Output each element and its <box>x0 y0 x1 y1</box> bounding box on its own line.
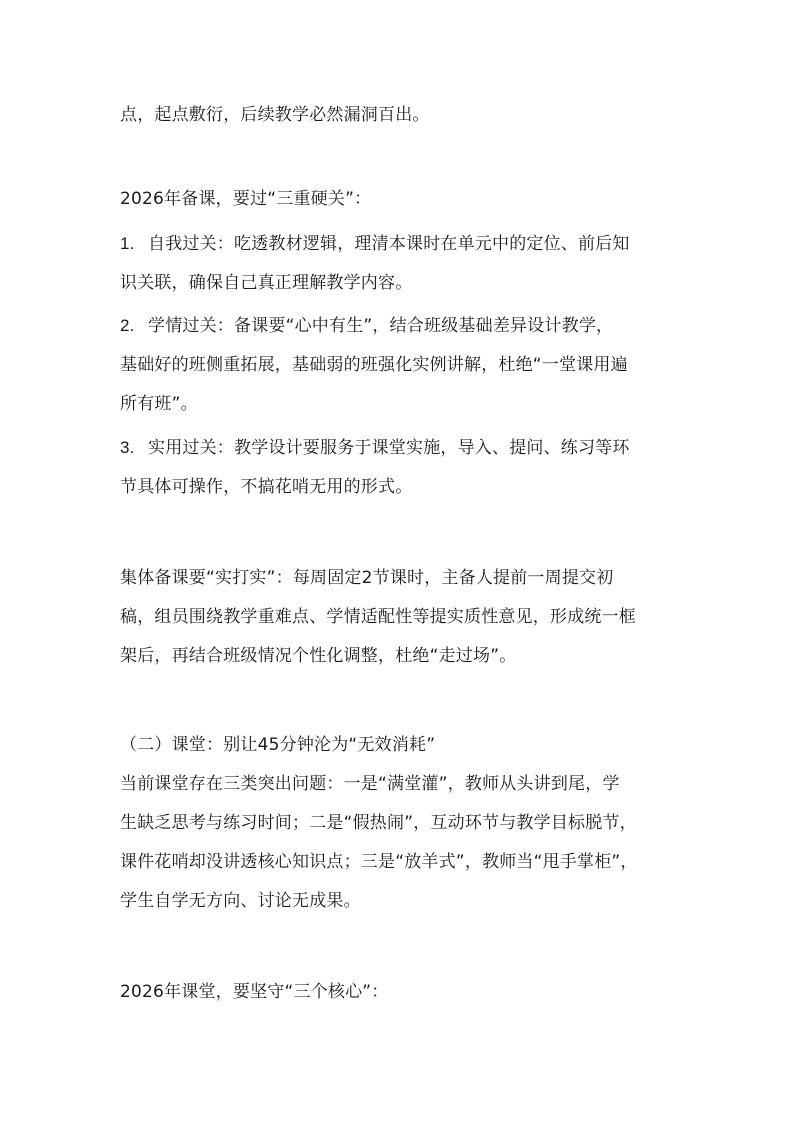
section-heading-lesson-prep: 2026年备课，要过“三重硬关”： <box>120 189 372 209</box>
section-heading-core: 2026年课堂，要坚守“三个核心”： <box>120 982 389 1002</box>
paragraph-line: 学生自学无方向、讨论无成果。 <box>120 891 361 911</box>
list-item-2-continuation: 所有班”。 <box>120 394 198 414</box>
list-item-text: 实用过关：教学设计要服务于课堂实施，导入、提问、练习等环 <box>148 438 630 458</box>
list-number: 3. <box>120 438 135 457</box>
list-item-1-continuation: 识关联，确保自己真正理解教学内容。 <box>120 273 413 293</box>
paragraph-line: 稿，组员围绕教学重难点、学情适配性等提实质性意见，形成统一框 <box>120 607 636 627</box>
paragraph-line: 点，起点敷衍，后续教学必然漏洞百出。 <box>120 105 430 125</box>
list-number: 2. <box>120 316 135 335</box>
paragraph-line: 生缺乏思考与练习时间；二是“假热闹”，互动环节与教学目标脱节， <box>120 813 637 833</box>
list-item-text: 自我过关：吃透教材逻辑，理清本课时在单元中的定位、前后知 <box>148 234 630 254</box>
list-item-3 <box>120 436 630 460</box>
list-number: 1. <box>120 234 135 253</box>
list-item-text: 学情过关：备课要“心中有生”，结合班级基础差异设计教学， <box>148 316 614 336</box>
list-item-3-continuation: 节具体可操作，不搞花哨无用的形式。 <box>120 477 413 497</box>
list-item-2-continuation: 基础好的班侧重拓展，基础弱的班强化实例讲解，杜绝“一堂课用遍 <box>120 355 628 375</box>
list-item-1 <box>120 232 630 256</box>
paragraph-line: 架后，再结合班级情况个性化调整，杜绝“走过场”。 <box>120 646 517 666</box>
paragraph-line: 当前课堂存在三类突出问题：一是“满堂灌”，教师从头讲到尾，学 <box>120 774 620 794</box>
list-item-2 <box>120 314 613 338</box>
section-heading-classroom: （二）课堂：别让45分钟沦为“无效消耗” <box>120 735 436 755</box>
paragraph-line: 集体备课要“实打实”：每周固定2节课时，主备人提前一周提交初 <box>120 568 614 588</box>
paragraph-line: 课件花哨却没讲透核心知识点；三是“放羊式”，教师当“甩手掌柜”， <box>120 852 638 872</box>
